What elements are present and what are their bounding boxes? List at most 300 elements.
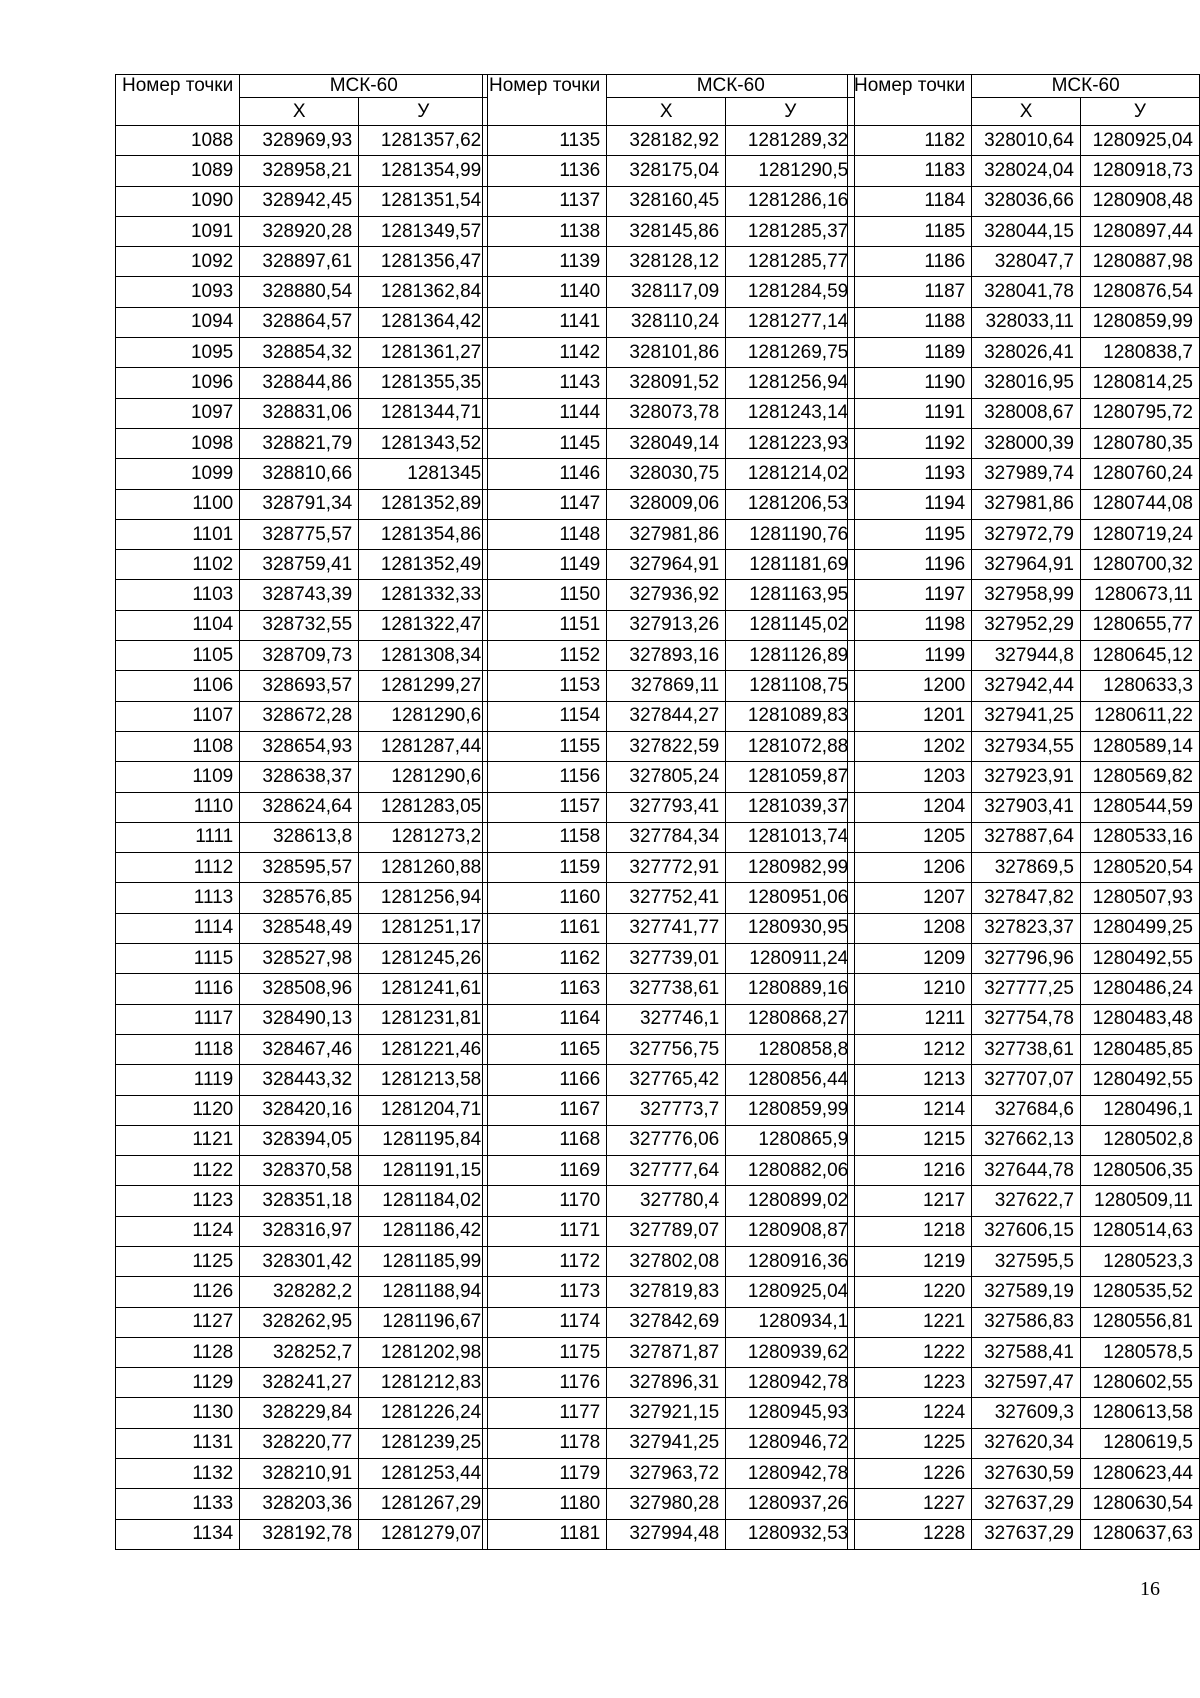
table-row [848, 1398, 1200, 1428]
point-number-cell: 1226 [848, 1459, 972, 1489]
point-number-cell: 1151 [483, 610, 607, 640]
y-coordinate-cell: 1281283,05 [359, 792, 488, 822]
x-coordinate-cell: 328110,24 [607, 307, 726, 337]
coordinate-system-header: МСК-60 [972, 75, 1200, 98]
x-coordinate-cell: 328252,7 [240, 1337, 359, 1367]
x-coordinate-cell: 327921,15 [607, 1398, 726, 1428]
table-row [483, 1428, 855, 1458]
point-number-cell: 1120 [116, 1095, 240, 1125]
table-row [848, 1459, 1200, 1489]
table-row [483, 1065, 855, 1095]
point-number-cell: 1177 [483, 1398, 607, 1428]
x-coordinate-cell: 327958,99 [972, 580, 1081, 610]
y-coordinate-cell: 1281290,6 [359, 701, 488, 731]
table-row [483, 338, 855, 368]
y-coordinate-cell: 1280911,24 [726, 944, 855, 974]
y-coordinate-cell: 1281202,98 [359, 1337, 488, 1367]
x-coordinate-cell: 328117,09 [607, 277, 726, 307]
y-coordinate-cell: 1281286,16 [726, 186, 855, 216]
y-coordinate-cell: 1281226,24 [359, 1398, 488, 1428]
x-coordinate-cell: 327844,27 [607, 701, 726, 731]
x-coordinate-cell: 327842,69 [607, 1307, 726, 1337]
y-coordinate-cell: 1281013,74 [726, 822, 855, 852]
table-row [848, 519, 1200, 549]
table-row [848, 913, 1200, 943]
x-coordinate-cell: 328049,14 [607, 428, 726, 458]
point-number-cell: 1125 [116, 1246, 240, 1276]
y-coordinate-cell: 1281284,59 [726, 277, 855, 307]
point-number-cell: 1092 [116, 247, 240, 277]
table-row [848, 398, 1200, 428]
x-coordinate-cell: 328044,15 [972, 216, 1081, 246]
table-row [848, 1095, 1200, 1125]
x-coordinate-cell: 328008,67 [972, 398, 1081, 428]
y-coordinate-cell: 1281357,62 [359, 126, 488, 156]
x-coordinate-cell: 328969,93 [240, 126, 359, 156]
table-row [116, 1307, 488, 1337]
y-coordinate-cell: 1280556,81 [1080, 1307, 1199, 1337]
point-number-cell: 1179 [483, 1459, 607, 1489]
x-coordinate-cell: 328282,2 [240, 1277, 359, 1307]
table-row [483, 368, 855, 398]
table-row [116, 792, 488, 822]
x-coordinate-cell: 327847,82 [972, 883, 1081, 913]
x-coordinate-cell: 328897,61 [240, 247, 359, 277]
x-coordinate-cell: 327964,91 [972, 550, 1081, 580]
table-row [848, 186, 1200, 216]
y-coordinate-cell: 1281231,81 [359, 1004, 488, 1034]
point-number-cell: 1210 [848, 974, 972, 1004]
x-coordinate-cell: 328009,06 [607, 489, 726, 519]
x-coordinate-cell: 328000,39 [972, 428, 1081, 458]
x-coordinate-cell: 328229,84 [240, 1398, 359, 1428]
table-row [116, 1398, 488, 1428]
y-coordinate-cell: 1280937,26 [726, 1489, 855, 1519]
y-coordinate-cell: 1280486,24 [1080, 974, 1199, 1004]
x-coordinate-cell: 327746,1 [607, 1004, 726, 1034]
y-coordinate-cell: 1280492,55 [1080, 944, 1199, 974]
table-row [483, 398, 855, 428]
table-row [848, 1368, 1200, 1398]
y-coordinate-cell: 1281352,89 [359, 489, 488, 519]
y-coordinate-cell: 1281126,89 [726, 641, 855, 671]
point-number-cell: 1212 [848, 1034, 972, 1064]
table-row [848, 368, 1200, 398]
y-coordinate-cell: 1281239,25 [359, 1428, 488, 1458]
point-number-cell: 1109 [116, 762, 240, 792]
x-coordinate-cell: 328732,55 [240, 610, 359, 640]
x-coordinate-cell: 328821,79 [240, 428, 359, 458]
x-coordinate-cell: 327989,74 [972, 459, 1081, 489]
table-row [483, 126, 855, 156]
point-number-cell: 1166 [483, 1065, 607, 1095]
x-coordinate-cell: 327776,06 [607, 1125, 726, 1155]
y-coordinate-cell: 1280619,5 [1080, 1428, 1199, 1458]
table-row [848, 338, 1200, 368]
x-coordinate-cell: 327589,19 [972, 1277, 1081, 1307]
point-number-cell: 1149 [483, 550, 607, 580]
x-coordinate-cell: 328775,57 [240, 519, 359, 549]
x-coordinate-cell: 327784,34 [607, 822, 726, 852]
y-coordinate-cell: 1280856,44 [726, 1065, 855, 1095]
x-coordinate-cell: 327903,41 [972, 792, 1081, 822]
table-row [848, 428, 1200, 458]
y-coordinate-cell: 1280623,44 [1080, 1459, 1199, 1489]
x-coordinate-cell: 327887,64 [972, 822, 1081, 852]
y-coordinate-cell: 1281186,42 [359, 1216, 488, 1246]
y-coordinate-cell: 1281362,84 [359, 277, 488, 307]
x-coordinate-cell: 327981,86 [607, 519, 726, 549]
y-coordinate-cell: 1280589,14 [1080, 731, 1199, 761]
table-row [848, 974, 1200, 1004]
y-coordinate-cell: 1280578,5 [1080, 1337, 1199, 1367]
table-row [483, 641, 855, 671]
x-coordinate-cell: 327586,83 [972, 1307, 1081, 1337]
point-number-cell: 1132 [116, 1459, 240, 1489]
table-row [483, 1156, 855, 1186]
x-coordinate-cell: 328467,46 [240, 1034, 359, 1064]
table-row [116, 913, 488, 943]
x-coordinate-cell: 327869,5 [972, 853, 1081, 883]
table-row [848, 247, 1200, 277]
point-number-cell: 1192 [848, 428, 972, 458]
table-row [848, 1186, 1200, 1216]
point-number-cell: 1136 [483, 156, 607, 186]
page-number: 16 [1140, 1578, 1160, 1600]
point-number-cell: 1146 [483, 459, 607, 489]
y-coordinate-cell: 1281195,84 [359, 1125, 488, 1155]
y-column-header: У [726, 98, 855, 126]
table-row [848, 307, 1200, 337]
table-row [116, 489, 488, 519]
y-column-header: У [359, 98, 488, 126]
y-coordinate-cell: 1281349,57 [359, 216, 488, 246]
x-coordinate-cell: 328047,7 [972, 247, 1081, 277]
point-number-cell: 1093 [116, 277, 240, 307]
x-coordinate-cell: 328036,66 [972, 186, 1081, 216]
table-row [848, 853, 1200, 883]
point-number-cell: 1138 [483, 216, 607, 246]
table-row [483, 307, 855, 337]
y-coordinate-cell: 1280602,55 [1080, 1368, 1199, 1398]
x-coordinate-cell: 328490,13 [240, 1004, 359, 1034]
point-number-cell: 1198 [848, 610, 972, 640]
y-coordinate-cell: 1281223,93 [726, 428, 855, 458]
point-number-cell: 1221 [848, 1307, 972, 1337]
x-coordinate-cell: 327662,13 [972, 1125, 1081, 1155]
table-row [848, 1156, 1200, 1186]
y-coordinate-cell: 1280569,82 [1080, 762, 1199, 792]
x-coordinate-cell: 327802,08 [607, 1246, 726, 1276]
y-coordinate-cell: 1281206,53 [726, 489, 855, 519]
y-coordinate-cell: 1281243,14 [726, 398, 855, 428]
table-row [483, 1125, 855, 1155]
table-row [483, 247, 855, 277]
point-number-cell: 1207 [848, 883, 972, 913]
point-number-cell: 1184 [848, 186, 972, 216]
point-number-cell: 1126 [116, 1277, 240, 1307]
table-row [848, 1489, 1200, 1519]
x-coordinate-cell: 327869,11 [607, 671, 726, 701]
y-coordinate-cell: 1281322,47 [359, 610, 488, 640]
x-coordinate-cell: 327980,28 [607, 1489, 726, 1519]
x-coordinate-cell: 327893,16 [607, 641, 726, 671]
y-coordinate-cell: 1280814,25 [1080, 368, 1199, 398]
table-row [848, 580, 1200, 610]
x-coordinate-cell: 328210,91 [240, 1459, 359, 1489]
table-row [116, 610, 488, 640]
table-row [848, 1428, 1200, 1458]
y-coordinate-cell: 1280795,72 [1080, 398, 1199, 428]
point-number-header: Номер точки [483, 75, 607, 126]
table-row [848, 822, 1200, 852]
x-coordinate-cell: 328672,28 [240, 701, 359, 731]
point-number-cell: 1196 [848, 550, 972, 580]
table-row [483, 519, 855, 549]
x-coordinate-cell: 327739,01 [607, 944, 726, 974]
table-row [116, 883, 488, 913]
point-number-cell: 1114 [116, 913, 240, 943]
y-coordinate-cell: 1281361,27 [359, 338, 488, 368]
point-number-cell: 1183 [848, 156, 972, 186]
x-coordinate-cell: 327942,44 [972, 671, 1081, 701]
table-row [483, 1368, 855, 1398]
y-coordinate-cell: 1280719,24 [1080, 519, 1199, 549]
x-coordinate-cell: 328548,49 [240, 913, 359, 943]
point-number-cell: 1201 [848, 701, 972, 731]
y-coordinate-cell: 1280930,95 [726, 913, 855, 943]
table-row [483, 1459, 855, 1489]
x-coordinate-cell: 328182,92 [607, 126, 726, 156]
point-number-cell: 1170 [483, 1186, 607, 1216]
y-coordinate-cell: 1280889,16 [726, 974, 855, 1004]
x-coordinate-cell: 328091,52 [607, 368, 726, 398]
y-coordinate-cell: 1281204,71 [359, 1095, 488, 1125]
point-number-cell: 1171 [483, 1216, 607, 1246]
y-coordinate-cell: 1280509,11 [1080, 1186, 1199, 1216]
x-coordinate-cell: 328638,37 [240, 762, 359, 792]
y-coordinate-cell: 1281364,42 [359, 307, 488, 337]
y-coordinate-cell: 1280507,93 [1080, 883, 1199, 913]
point-number-cell: 1111 [116, 822, 240, 852]
table-row [848, 1307, 1200, 1337]
table-row [483, 1277, 855, 1307]
table-row [116, 368, 488, 398]
x-coordinate-cell: 328654,93 [240, 731, 359, 761]
point-number-cell: 1193 [848, 459, 972, 489]
x-coordinate-cell: 327944,8 [972, 641, 1081, 671]
y-coordinate-cell: 1280946,72 [726, 1428, 855, 1458]
x-coordinate-cell: 328041,78 [972, 277, 1081, 307]
point-number-cell: 1096 [116, 368, 240, 398]
table-row [116, 641, 488, 671]
table-row [116, 186, 488, 216]
x-coordinate-cell: 328033,11 [972, 307, 1081, 337]
coordinate-system-header: МСК-60 [607, 75, 855, 98]
table-row [483, 913, 855, 943]
point-number-cell: 1167 [483, 1095, 607, 1125]
table-row [116, 126, 488, 156]
point-number-cell: 1160 [483, 883, 607, 913]
y-coordinate-cell: 1281185,99 [359, 1246, 488, 1276]
table-row [116, 1095, 488, 1125]
y-coordinate-cell: 1281213,58 [359, 1065, 488, 1095]
y-coordinate-cell: 1280942,78 [726, 1368, 855, 1398]
y-coordinate-cell: 1280838,7 [1080, 338, 1199, 368]
y-coordinate-cell: 1280908,48 [1080, 186, 1199, 216]
point-number-cell: 1205 [848, 822, 972, 852]
point-number-cell: 1147 [483, 489, 607, 519]
table-row [483, 671, 855, 701]
x-coordinate-cell: 327963,72 [607, 1459, 726, 1489]
y-coordinate-cell: 1280942,78 [726, 1459, 855, 1489]
y-coordinate-cell: 1280868,27 [726, 1004, 855, 1034]
x-coordinate-cell: 327588,41 [972, 1337, 1081, 1367]
y-coordinate-cell: 1281072,88 [726, 731, 855, 761]
point-number-cell: 1100 [116, 489, 240, 519]
point-number-cell: 1123 [116, 1186, 240, 1216]
table-row [848, 792, 1200, 822]
table-row [848, 671, 1200, 701]
x-column-header: Х [607, 98, 726, 126]
y-coordinate-cell: 1280951,06 [726, 883, 855, 913]
y-coordinate-cell: 1280945,93 [726, 1398, 855, 1428]
y-coordinate-cell: 1281287,44 [359, 731, 488, 761]
table-row [483, 428, 855, 458]
y-coordinate-cell: 1280523,3 [1080, 1246, 1199, 1276]
y-coordinate-cell: 1281253,44 [359, 1459, 488, 1489]
point-number-cell: 1197 [848, 580, 972, 610]
x-coordinate-cell: 328203,36 [240, 1489, 359, 1519]
x-coordinate-cell: 327738,61 [972, 1034, 1081, 1064]
point-number-cell: 1133 [116, 1489, 240, 1519]
x-coordinate-cell: 327637,29 [972, 1489, 1081, 1519]
x-coordinate-cell: 327981,86 [972, 489, 1081, 519]
table-row [483, 822, 855, 852]
point-number-cell: 1194 [848, 489, 972, 519]
table-row [483, 1186, 855, 1216]
y-coordinate-cell: 1281344,71 [359, 398, 488, 428]
point-number-cell: 1224 [848, 1398, 972, 1428]
y-coordinate-cell: 1281256,94 [359, 883, 488, 913]
point-number-cell: 1116 [116, 974, 240, 1004]
y-coordinate-cell: 1280485,85 [1080, 1034, 1199, 1064]
point-number-cell: 1090 [116, 186, 240, 216]
x-coordinate-cell: 327822,59 [607, 731, 726, 761]
x-coordinate-cell: 327773,7 [607, 1095, 726, 1125]
x-coordinate-cell: 327741,77 [607, 913, 726, 943]
x-coordinate-cell: 327805,24 [607, 762, 726, 792]
table-row [116, 944, 488, 974]
y-coordinate-cell: 1281089,83 [726, 701, 855, 731]
table-row [116, 853, 488, 883]
y-coordinate-cell: 1281191,15 [359, 1156, 488, 1186]
table-row [848, 731, 1200, 761]
point-number-cell: 1135 [483, 126, 607, 156]
table-row [116, 1216, 488, 1246]
point-number-cell: 1203 [848, 762, 972, 792]
x-coordinate-cell: 328624,64 [240, 792, 359, 822]
y-coordinate-cell: 1281245,26 [359, 944, 488, 974]
point-number-cell: 1176 [483, 1368, 607, 1398]
x-coordinate-cell: 328920,28 [240, 216, 359, 246]
y-coordinate-cell: 1280858,8 [726, 1034, 855, 1064]
x-column-header: Х [972, 98, 1081, 126]
y-coordinate-cell: 1281273,2 [359, 822, 488, 852]
point-number-cell: 1206 [848, 853, 972, 883]
point-number-cell: 1182 [848, 126, 972, 156]
y-coordinate-cell: 1281355,35 [359, 368, 488, 398]
x-coordinate-cell: 328024,04 [972, 156, 1081, 186]
point-number-cell: 1110 [116, 792, 240, 822]
y-coordinate-cell: 1280982,99 [726, 853, 855, 883]
point-number-cell: 1144 [483, 398, 607, 428]
x-coordinate-cell: 328743,39 [240, 580, 359, 610]
x-coordinate-cell: 327597,47 [972, 1368, 1081, 1398]
point-number-cell: 1122 [116, 1156, 240, 1186]
point-number-cell: 1208 [848, 913, 972, 943]
x-coordinate-cell: 328128,12 [607, 247, 726, 277]
x-coordinate-cell: 327754,78 [972, 1004, 1081, 1034]
x-coordinate-cell: 327952,29 [972, 610, 1081, 640]
x-coordinate-cell: 328101,86 [607, 338, 726, 368]
point-number-cell: 1222 [848, 1337, 972, 1367]
table-row [848, 944, 1200, 974]
x-coordinate-cell: 328370,58 [240, 1156, 359, 1186]
x-coordinate-cell: 328073,78 [607, 398, 726, 428]
point-number-cell: 1169 [483, 1156, 607, 1186]
y-coordinate-cell: 1280932,53 [726, 1519, 855, 1549]
x-coordinate-cell: 327738,61 [607, 974, 726, 1004]
y-coordinate-cell: 1281251,17 [359, 913, 488, 943]
table-row [848, 126, 1200, 156]
x-coordinate-cell: 328831,06 [240, 398, 359, 428]
point-number-cell: 1189 [848, 338, 972, 368]
y-coordinate-cell: 1281181,69 [726, 550, 855, 580]
y-coordinate-cell: 1281285,77 [726, 247, 855, 277]
y-coordinate-cell: 1280780,35 [1080, 428, 1199, 458]
point-number-cell: 1227 [848, 1489, 972, 1519]
y-coordinate-cell: 1281290,5 [726, 156, 855, 186]
table-row [116, 338, 488, 368]
y-coordinate-cell: 1281352,49 [359, 550, 488, 580]
x-coordinate-cell: 328394,05 [240, 1125, 359, 1155]
point-number-cell: 1158 [483, 822, 607, 852]
y-coordinate-cell: 1280934,1 [726, 1307, 855, 1337]
point-number-cell: 1131 [116, 1428, 240, 1458]
table-row [483, 156, 855, 186]
point-number-cell: 1172 [483, 1246, 607, 1276]
table-row [116, 1337, 488, 1367]
x-coordinate-cell: 328010,64 [972, 126, 1081, 156]
y-coordinate-cell: 1280673,11 [1080, 580, 1199, 610]
x-coordinate-cell: 328942,45 [240, 186, 359, 216]
point-number-cell: 1094 [116, 307, 240, 337]
point-number-cell: 1214 [848, 1095, 972, 1125]
point-number-cell: 1112 [116, 853, 240, 883]
x-coordinate-cell: 328030,75 [607, 459, 726, 489]
point-number-cell: 1140 [483, 277, 607, 307]
y-coordinate-cell: 1280939,62 [726, 1337, 855, 1367]
y-column-header: У [1080, 98, 1199, 126]
table-row [483, 610, 855, 640]
table-row [483, 701, 855, 731]
table-row [116, 1277, 488, 1307]
table-row [848, 701, 1200, 731]
point-number-cell: 1101 [116, 519, 240, 549]
table-row [483, 489, 855, 519]
table-row [483, 580, 855, 610]
